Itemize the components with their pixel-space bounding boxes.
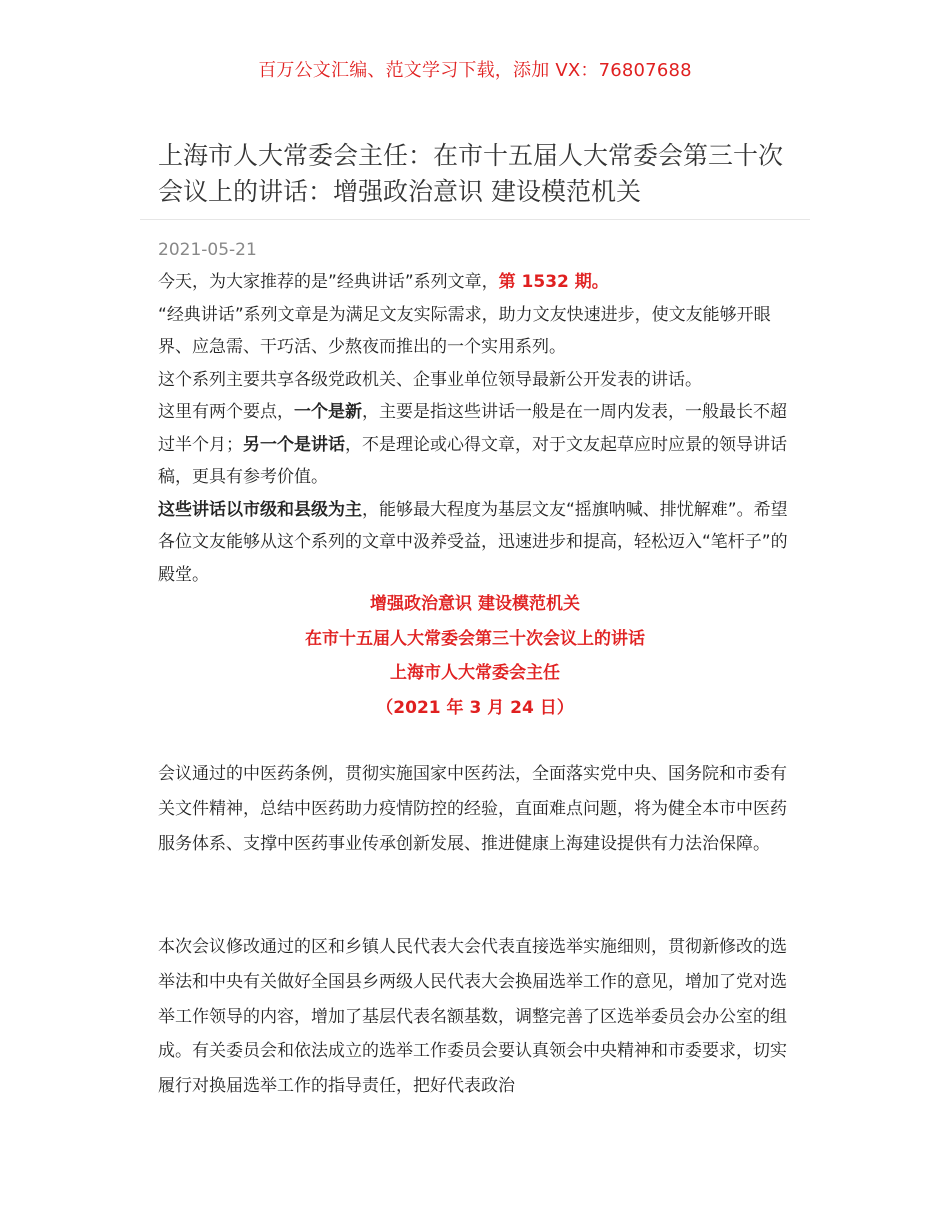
speech-heading [158, 587, 792, 725]
speech-occasion: 在市十五届人大常委会第三十次会议上的讲话 [305, 628, 645, 649]
intro-section [158, 266, 798, 591]
intro-paragraph-3: 这个系列主要共享各级党政机关、企事业单位领导最新公开发表的讲话。 [158, 369, 702, 390]
intro-text: ，能够最大程度为基层文友“摇旗呐喊、排忧解难”。希望各位文友能够从这个系列的文章中汲养受益，迅速进步和提高，轻松迈入“笔杆子”的殿堂。 [158, 499, 788, 585]
publish-date: 2021-05-21 [158, 240, 257, 260]
speech-date: （2021 年 3 月 24 日） [376, 697, 574, 718]
promo-banner: 百万公文汇编、范文学习下载，添加 VX：76807688 [258, 60, 692, 81]
key-point-1: 一个是新 [294, 402, 362, 422]
intro-paragraph-2 [158, 299, 798, 364]
intro-text: ，主要是指这些讲话一般是在一周内发表，一般最长不超过半个月； [158, 402, 787, 455]
intro-paragraph-4 [158, 396, 798, 494]
intro-text: 今天，为大家推荐的是” [158, 272, 337, 292]
key-point-3: 这些讲话以市级和县级为主 [158, 499, 362, 520]
intro-text: “ [158, 304, 167, 325]
series-name: 经典讲话 [166, 304, 235, 325]
key-point-2: 另一个是讲话 [243, 434, 345, 455]
issue-number: 第 1532 期。 [498, 272, 609, 292]
intro-paragraph-5 [158, 494, 798, 592]
intro-text: ”系列文章是为满足文友实际需求，助力文友快速进步，使文友能够开眼界、应急需、干巧活、少熬夜而推出的一个实用系列。 [158, 304, 771, 357]
title-divider [140, 219, 810, 220]
body-paragraph-2: 本次会议修改通过的区和乡镇人民代表大会代表直接选举实施细则，贯彻新修改的选举法和中央有关做好全国县乡两级人民代表大会换届选举工作的意见，增加了党对选举工作领导的内容，增加了基层代表名额基数，调整完善了区选举委员会办公室的组成。有关委员会和依法成立的选举工作委员会要认真领会中央精神和市委要求，切实履行对换届选举工作的指导责任，把好代表政治 [158, 937, 787, 1097]
article-title: 上海市人大常委会主任：在市十五届人大常委会第三十次会议上的讲话：增强政治意识 建设模范机关 [158, 141, 784, 206]
series-name: 经典讲话 [336, 272, 405, 292]
intro-text: ”系列文章， [404, 272, 499, 292]
intro-text: ，不是理论或心得文章，对于文友起草应时应景的领导讲话稿，更具有参考价值。 [158, 434, 787, 487]
intro-text: 这里有两个要点， [158, 402, 294, 422]
speech-title: 增强政治意识 建设模范机关 [370, 594, 580, 614]
speaker-title: 上海市人大常委会主任 [390, 663, 560, 683]
body-paragraph-1: 会议通过的中医药条例，贯彻实施国家中医药法，全面落实党中央、国务院和市委有关文件精神，总结中医药助力疫情防控的经验，直面难点问题，将为健全本市中医药服务体系、支撑中医药事业传承创新发展、推进健康上海建设提供有力法治保障。 [158, 764, 787, 854]
intro-paragraph-1 [158, 266, 798, 299]
